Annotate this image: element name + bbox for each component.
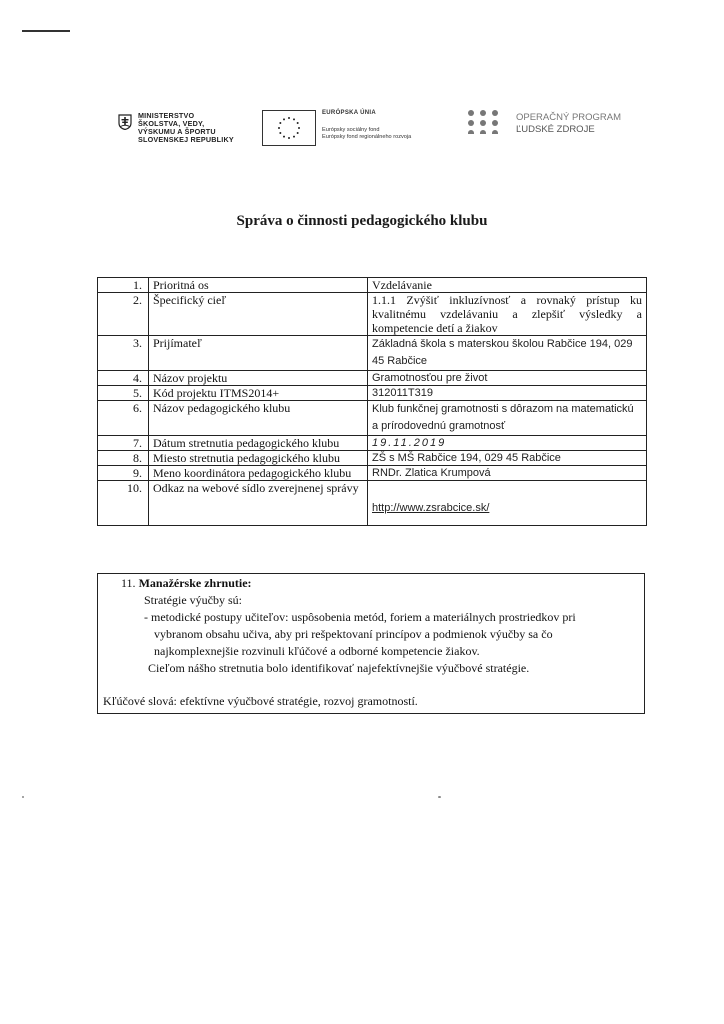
row-value: 1.1.1 Zvýšiť inkluzívnosť a rovnaký prístup ku kvalitnému vzdelávaniu a zlepšiť výsledky a kompetencie detí a žiakov [368,293,647,336]
row-value [368,481,647,526]
summary-body [144,592,634,677]
summary-number: 11. [121,576,136,590]
document-title: Správa o činnosti pedagogického klubu [236,213,488,229]
row-number: 5. [98,386,149,401]
meeting-date-handwritten: 19.11.2019 [368,436,647,451]
row-number: 10. [98,481,149,526]
row-label: Špecifický cieľ [149,293,368,336]
row-number: 4. [98,371,149,386]
row-number: 8. [98,451,149,466]
table-row [98,336,647,371]
scan-speck [22,796,24,798]
row-value: Klub funkčnej gramotnosti s dôrazom na matematickú a prírodovednú gramotnosť [368,401,647,436]
row-label: Prijímateľ [149,336,368,371]
summary-intro: Stratégie výučby sú: [144,593,242,607]
row-value: 312011T319 [368,386,647,401]
row-value: Vzdelávanie [368,278,647,293]
row-number: 7. [98,436,149,451]
summary-item-line: vybranom obsahu učiva, aby pri rešpektovaní princípov a podmienok výučby sa čo [154,627,553,641]
eu-star [278,127,280,129]
summary-title: Manažérske zhrnutie: [138,576,252,590]
eu-fund-social: Európsky sociálny fond [322,127,380,133]
row-value: Základná škola s materskou školou Rabčice 194, 029 45 Rabčice [368,336,647,371]
row-label: Odkaz na webové sídlo zverejnenej správy [149,481,368,526]
row-number: 3. [98,336,149,371]
row-label: Prioritná os [149,278,368,293]
eu-star [297,132,299,134]
summary-goal: Cieľom nášho stretnutia bolo identifikovať najefektívnejšie výučbové stratégie. [148,661,530,675]
summary-box [97,573,645,714]
row-label: Názov pedagogického klubu [149,401,368,436]
eu-star [293,118,295,120]
table-row [98,371,647,386]
op-text [516,112,621,136]
row-value: ZŠ s MŠ Rabčice 194, 029 45 Rabčice [368,451,647,466]
table-row [98,451,647,466]
eu-logo [262,110,411,146]
table-row [98,466,647,481]
info-table [97,277,647,526]
eu-star [288,137,290,139]
eu-flag-icon [262,110,316,146]
row-label: Meno koordinátora pedagogického klubu [149,466,368,481]
scan-mark [22,30,70,32]
table-row [98,436,647,451]
op-line1: OPERAČNÝ PROGRAM [516,112,622,123]
table-row [98,386,647,401]
summary-item-line: - metodické postupy učiteľov: uspôsobenia metód, foriem a materiálnych prostriedkov pri [144,610,576,624]
table-row [98,278,647,293]
row-number: 2. [98,293,149,336]
website-link[interactable]: http://www.zsrabcice.sk/ [372,502,490,514]
row-number: 6. [98,401,149,436]
row-label: Názov projektu [149,371,368,386]
scan-speck [438,796,441,798]
op-line2: ĽUDSKÉ ZDROJE [516,124,595,135]
row-number: 1. [98,278,149,293]
row-label: Dátum stretnutia pedagogického klubu [149,436,368,451]
slovak-crest-icon [118,114,132,130]
row-value: Gramotnosťou pre život [368,371,647,386]
row-label: Kód projektu ITMS2014+ [149,386,368,401]
eu-star [279,132,281,134]
ministry-logo [118,112,234,144]
op-dots-icon [466,110,506,138]
row-label: Miesto stretnutia pedagogického klubu [149,451,368,466]
table-row [98,293,647,336]
eu-star [283,118,285,120]
table-row [98,401,647,436]
row-number: 9. [98,466,149,481]
eu-star [298,127,300,129]
eu-star [297,122,299,124]
eu-star [279,122,281,124]
eu-text [322,110,411,141]
eu-title: EURÓPSKA ÚNIA [322,110,377,116]
summary-heading [121,575,252,592]
ministry-name: MINISTERSTVO ŠKOLSTVA, VEDY, VÝSKUMU A ŠPORTU SLOVENSKEJ REPUBLIKY [138,111,234,144]
eu-star [293,136,295,138]
eu-star [283,136,285,138]
op-logo [466,110,621,138]
eu-star [288,117,290,119]
table-row [98,481,647,526]
summary-item-line: najkomplexnejšie rozvinuli kľúčové a odborné kompetencie žiakov. [154,644,480,658]
row-value: RNDr. Zlatica Krumpová [368,466,647,481]
eu-fund-regional: Európsky fond regionálneho rozvoja [322,134,412,140]
summary-keywords: Kľúčové slová: efektívne výučbové stratégie, rozvoj gramotností. [103,694,418,708]
